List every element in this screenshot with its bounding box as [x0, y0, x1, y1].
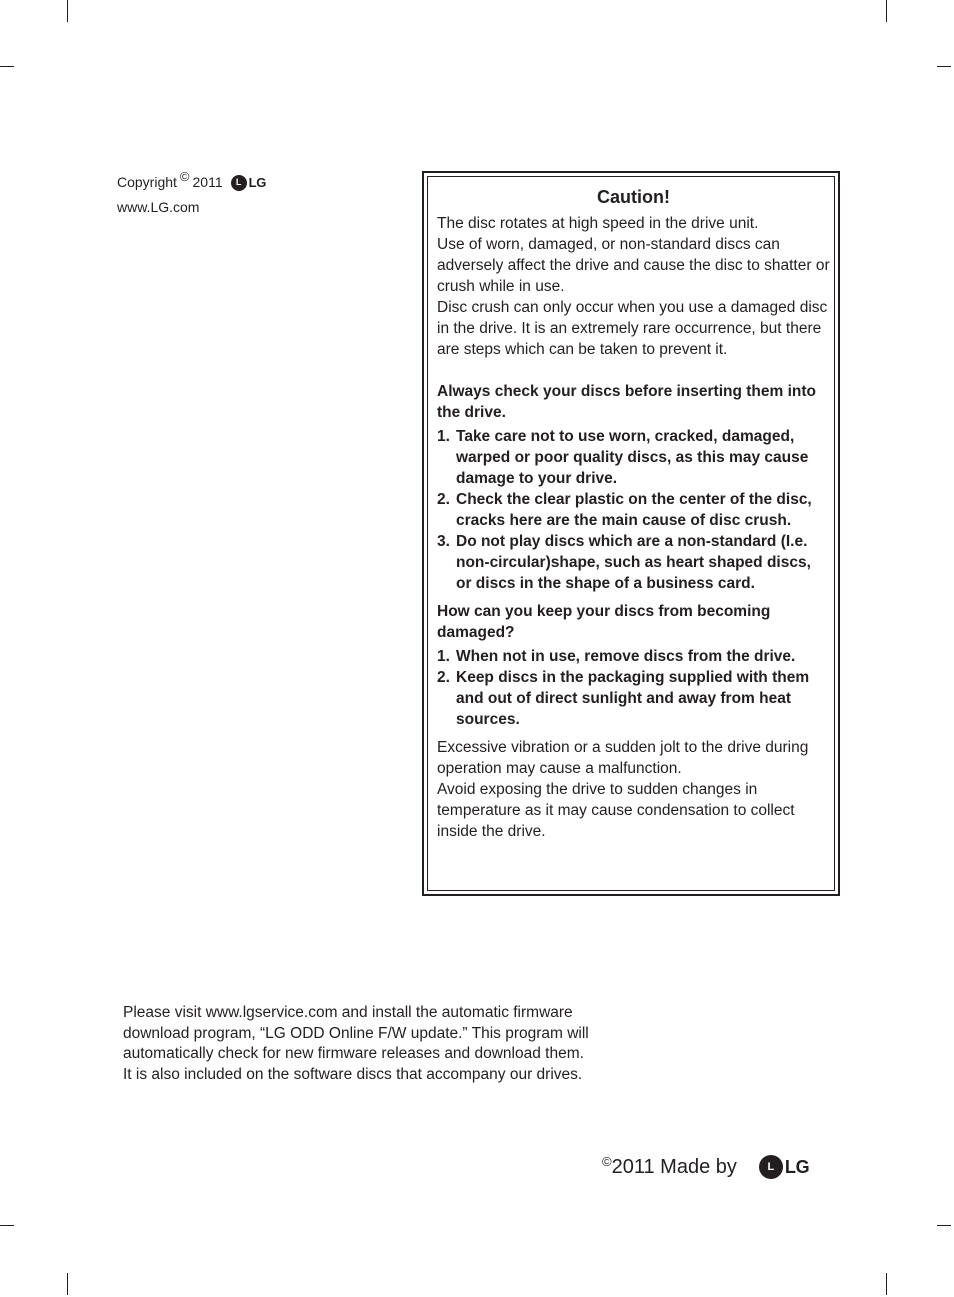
check-list — [437, 426, 830, 594]
caution-intro-line: Use of worn, damaged, or non-standard discs can adversely affect the drive and cause the disc to shatter or crush while in use. — [437, 236, 830, 295]
lg-logo-disc-icon: L — [759, 1155, 783, 1179]
copyright-symbol: © — [179, 169, 190, 184]
keep-heading: How can you keep your discs from becoming damaged? — [437, 603, 771, 641]
crop-mark — [937, 1225, 951, 1226]
firmware-notice: Please visit www.lgservice.com and install the automatic firmware download program, “LG ODD Online F/W update.” This program will automatically check for new firmware releases and download them. It is also included on the software discs that accompany our drives. — [123, 1004, 589, 1083]
caution-outro-line: Excessive vibration or a sudden jolt to the drive during operation may cause a malfunction. — [437, 739, 809, 777]
crop-mark — [0, 1225, 14, 1226]
copyright-block — [117, 170, 266, 220]
lg-logo-text: LG — [248, 175, 267, 190]
list-item: 2. Check the clear plastic on the center of the disc, cracks here are the main cause of disc crush. — [437, 491, 812, 529]
crop-mark — [67, 0, 68, 22]
caution-title: Caution! — [597, 187, 670, 207]
caution-intro-line: Disc crush can only occur when you use a damaged disc in the drive. It is an extremely rare occurrence, but there are steps which can be taken to prevent it. — [437, 299, 828, 358]
crop-mark — [886, 0, 887, 22]
made-by-text: 2011 Made by — [611, 1155, 737, 1178]
copyright-word: Copyright — [117, 174, 177, 190]
website-link[interactable]: www.LG.com — [117, 199, 200, 215]
copyright-year: 2011 — [192, 174, 223, 190]
caution-box-inner — [427, 176, 835, 891]
lg-logo — [759, 1155, 809, 1179]
lg-logo — [231, 170, 266, 195]
crop-mark — [886, 1273, 887, 1295]
list-item: 2. Keep discs in the packaging supplied with them and out of direct sunlight and away from heat sources. — [437, 669, 810, 728]
list-item: 3. Do not play discs which are a non-standard (I.e. non-circular)shape, such as heart shaped discs, or discs in the shape of a business card. — [437, 533, 811, 592]
made-by-footer — [602, 1155, 809, 1179]
caution-outro-line: Avoid exposing the drive to sudden changes in temperature as it may cause condensation to collect inside the drive. — [437, 781, 795, 840]
footer-copyright-symbol: © — [602, 1153, 612, 1169]
keep-list — [437, 646, 830, 730]
crop-mark — [67, 1273, 68, 1295]
check-heading: Always check your discs before inserting them into the drive. — [437, 383, 816, 421]
copyright-line — [117, 170, 266, 195]
crop-mark — [937, 66, 951, 67]
lg-logo-text: LG — [784, 1156, 810, 1177]
crop-mark — [0, 66, 14, 67]
list-item: 1. Take care not to use worn, cracked, damaged, warped or poor quality discs, as this may cause damage to your drive. — [437, 428, 809, 487]
list-item: 1. When not in use, remove discs from the drive. — [437, 648, 796, 665]
caution-intro-line: The disc rotates at high speed in the drive unit. — [437, 215, 759, 232]
lg-logo-disc-icon: L — [231, 175, 247, 191]
caution-box — [422, 171, 840, 896]
